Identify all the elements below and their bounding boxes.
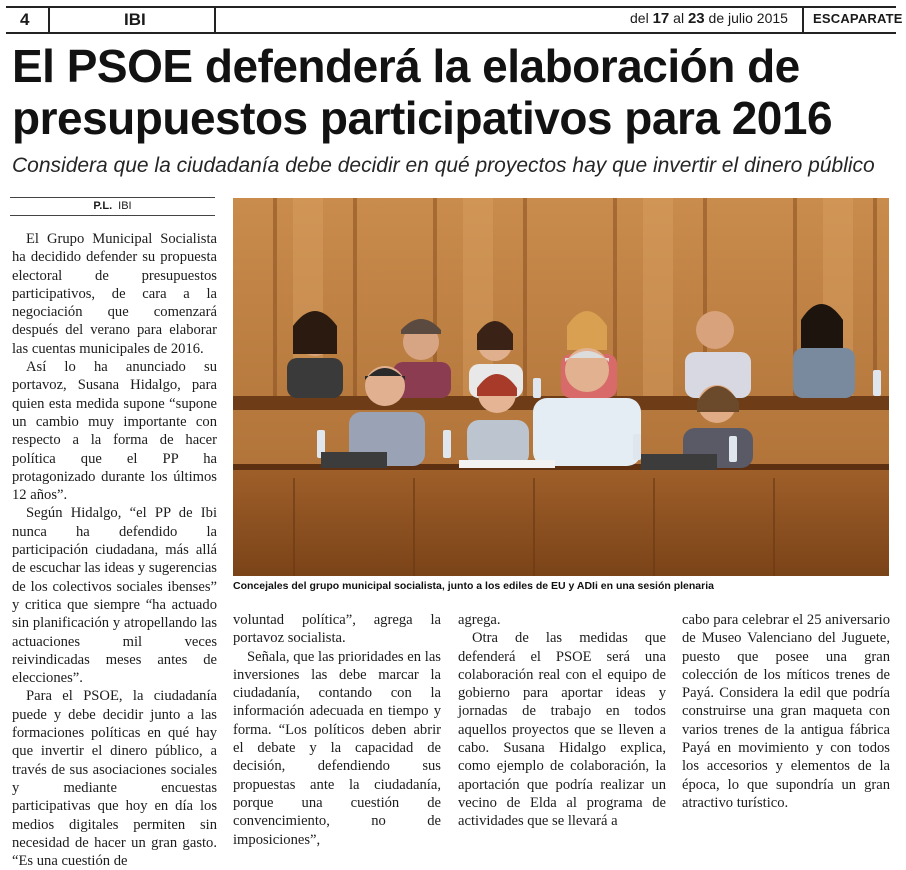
byline — [10, 200, 215, 212]
paragraph-continuation: voluntad política”, agrega la portavoz socialista. — [233, 612, 441, 647]
article-headline: El PSOE defenderá la elaboración de presupuestos participativos para 2016 — [12, 40, 833, 144]
header-divider — [214, 8, 216, 32]
photo-caption: Concejales del grupo municipal socialista, junto a los ediles de EU y ADIi en una sesión plenaria — [233, 580, 714, 592]
publication-name: ESCAPARATE — [813, 11, 903, 26]
header-divider — [48, 8, 50, 32]
section-label: IBI — [124, 10, 146, 29]
article-subheadline: Considera que la ciudadanía debe decidir en qué proyectos hay que invertir el dinero público — [12, 154, 875, 177]
date-day-start: 17 — [652, 10, 670, 27]
issue-date — [630, 10, 788, 27]
plenary-session-photo — [233, 198, 889, 576]
paragraph: Así lo ha anunciado su portavoz, Susana Hidalgo, para quien esta medida supone “supone un cambio muy importante con respecto a la forma de hacer política que el PP ha protagonizado durante los últimos 12 años”. — [12, 359, 217, 504]
header-rule-top — [6, 6, 896, 8]
byline-rule — [10, 215, 215, 216]
header-divider — [802, 8, 804, 32]
date-middle: al — [669, 10, 688, 26]
paragraph: Para el PSOE, la ciudadanía puede y debe decidir junto a las formaciones políticas en qué hay que invertir el dinero público, a través de sus asociaciones sociales y mediante encuestas participativas que hoy en día los medios digitales permiten sin necesidad de hacer un gran gasto. “Es una cuestión de — [12, 688, 217, 870]
article-column-2 — [233, 611, 441, 849]
byline-author: P.L. — [93, 200, 113, 212]
article-column-4 — [682, 611, 890, 812]
paragraph-continuation: agrega. — [458, 612, 501, 628]
date-prefix: del — [630, 10, 653, 26]
byline-rule — [10, 197, 215, 198]
article-column-3 — [458, 611, 666, 831]
paragraph: Otra de las medidas que defenderá el PSOE será una colaboración real con el equipo de gobierno para aportar ideas y jornadas de trabajo en todos aquellos proyectos que se lleven a cabo. Susana Hidalgo explica, como ejemplo de colaboración, la aportación que podría realizar un vecino de Elda al programa de actividades que se llevará a — [458, 630, 666, 830]
article-column-1 — [12, 230, 217, 870]
byline-place: IBI — [118, 200, 132, 212]
page-number: 4 — [20, 10, 30, 29]
paragraph-continuation: cabo para celebrar el 25 aniversario de Museo Valenciano del Juguete, puesto que posee una gran colección de los míticos trenes de Payá. Considera la edil que podría construirse una gran maqueta con varios trenes de la antigua fábrica Payá en movimiento y con todos los accesorios y elementos de la época, lo que supondría un gran atractivo turístico. — [682, 612, 890, 811]
article-photo — [233, 198, 889, 576]
paragraph: Según Hidalgo, “el PP de Ibi nunca ha defendido la participación ciudadana, más allá de escuchar las ideas y sugerencias de los colectivos sociales ibenses” y critica que siempre “ha actuado sin planificación y atropellando las actuaciones mil veces reivindicadas meses antes de elecciones”. — [12, 505, 217, 687]
paragraph: El Grupo Municipal Socialista ha decidido defender su propuesta electoral de presupuestos participativos, de cara a la negociación que comenzará después del verano para elaborar las cuentas municipales de 2016. — [12, 231, 217, 357]
paragraph: Señala, que las prioridades en las inversiones las debe marcar la ciudadanía, contando con la información adecuada en tiempo y forma. “Los políticos deben abrir el debate y la capacidad de decisión, defendiendo sus propuestas ante la ciudadanía, porque una cuestión de convencimiento, no de imposiciones”, — [233, 648, 441, 848]
date-day-end: 23 — [687, 10, 705, 27]
page-header — [0, 0, 906, 36]
date-suffix: de julio 2015 — [704, 10, 788, 26]
header-rule-bottom — [6, 32, 896, 34]
